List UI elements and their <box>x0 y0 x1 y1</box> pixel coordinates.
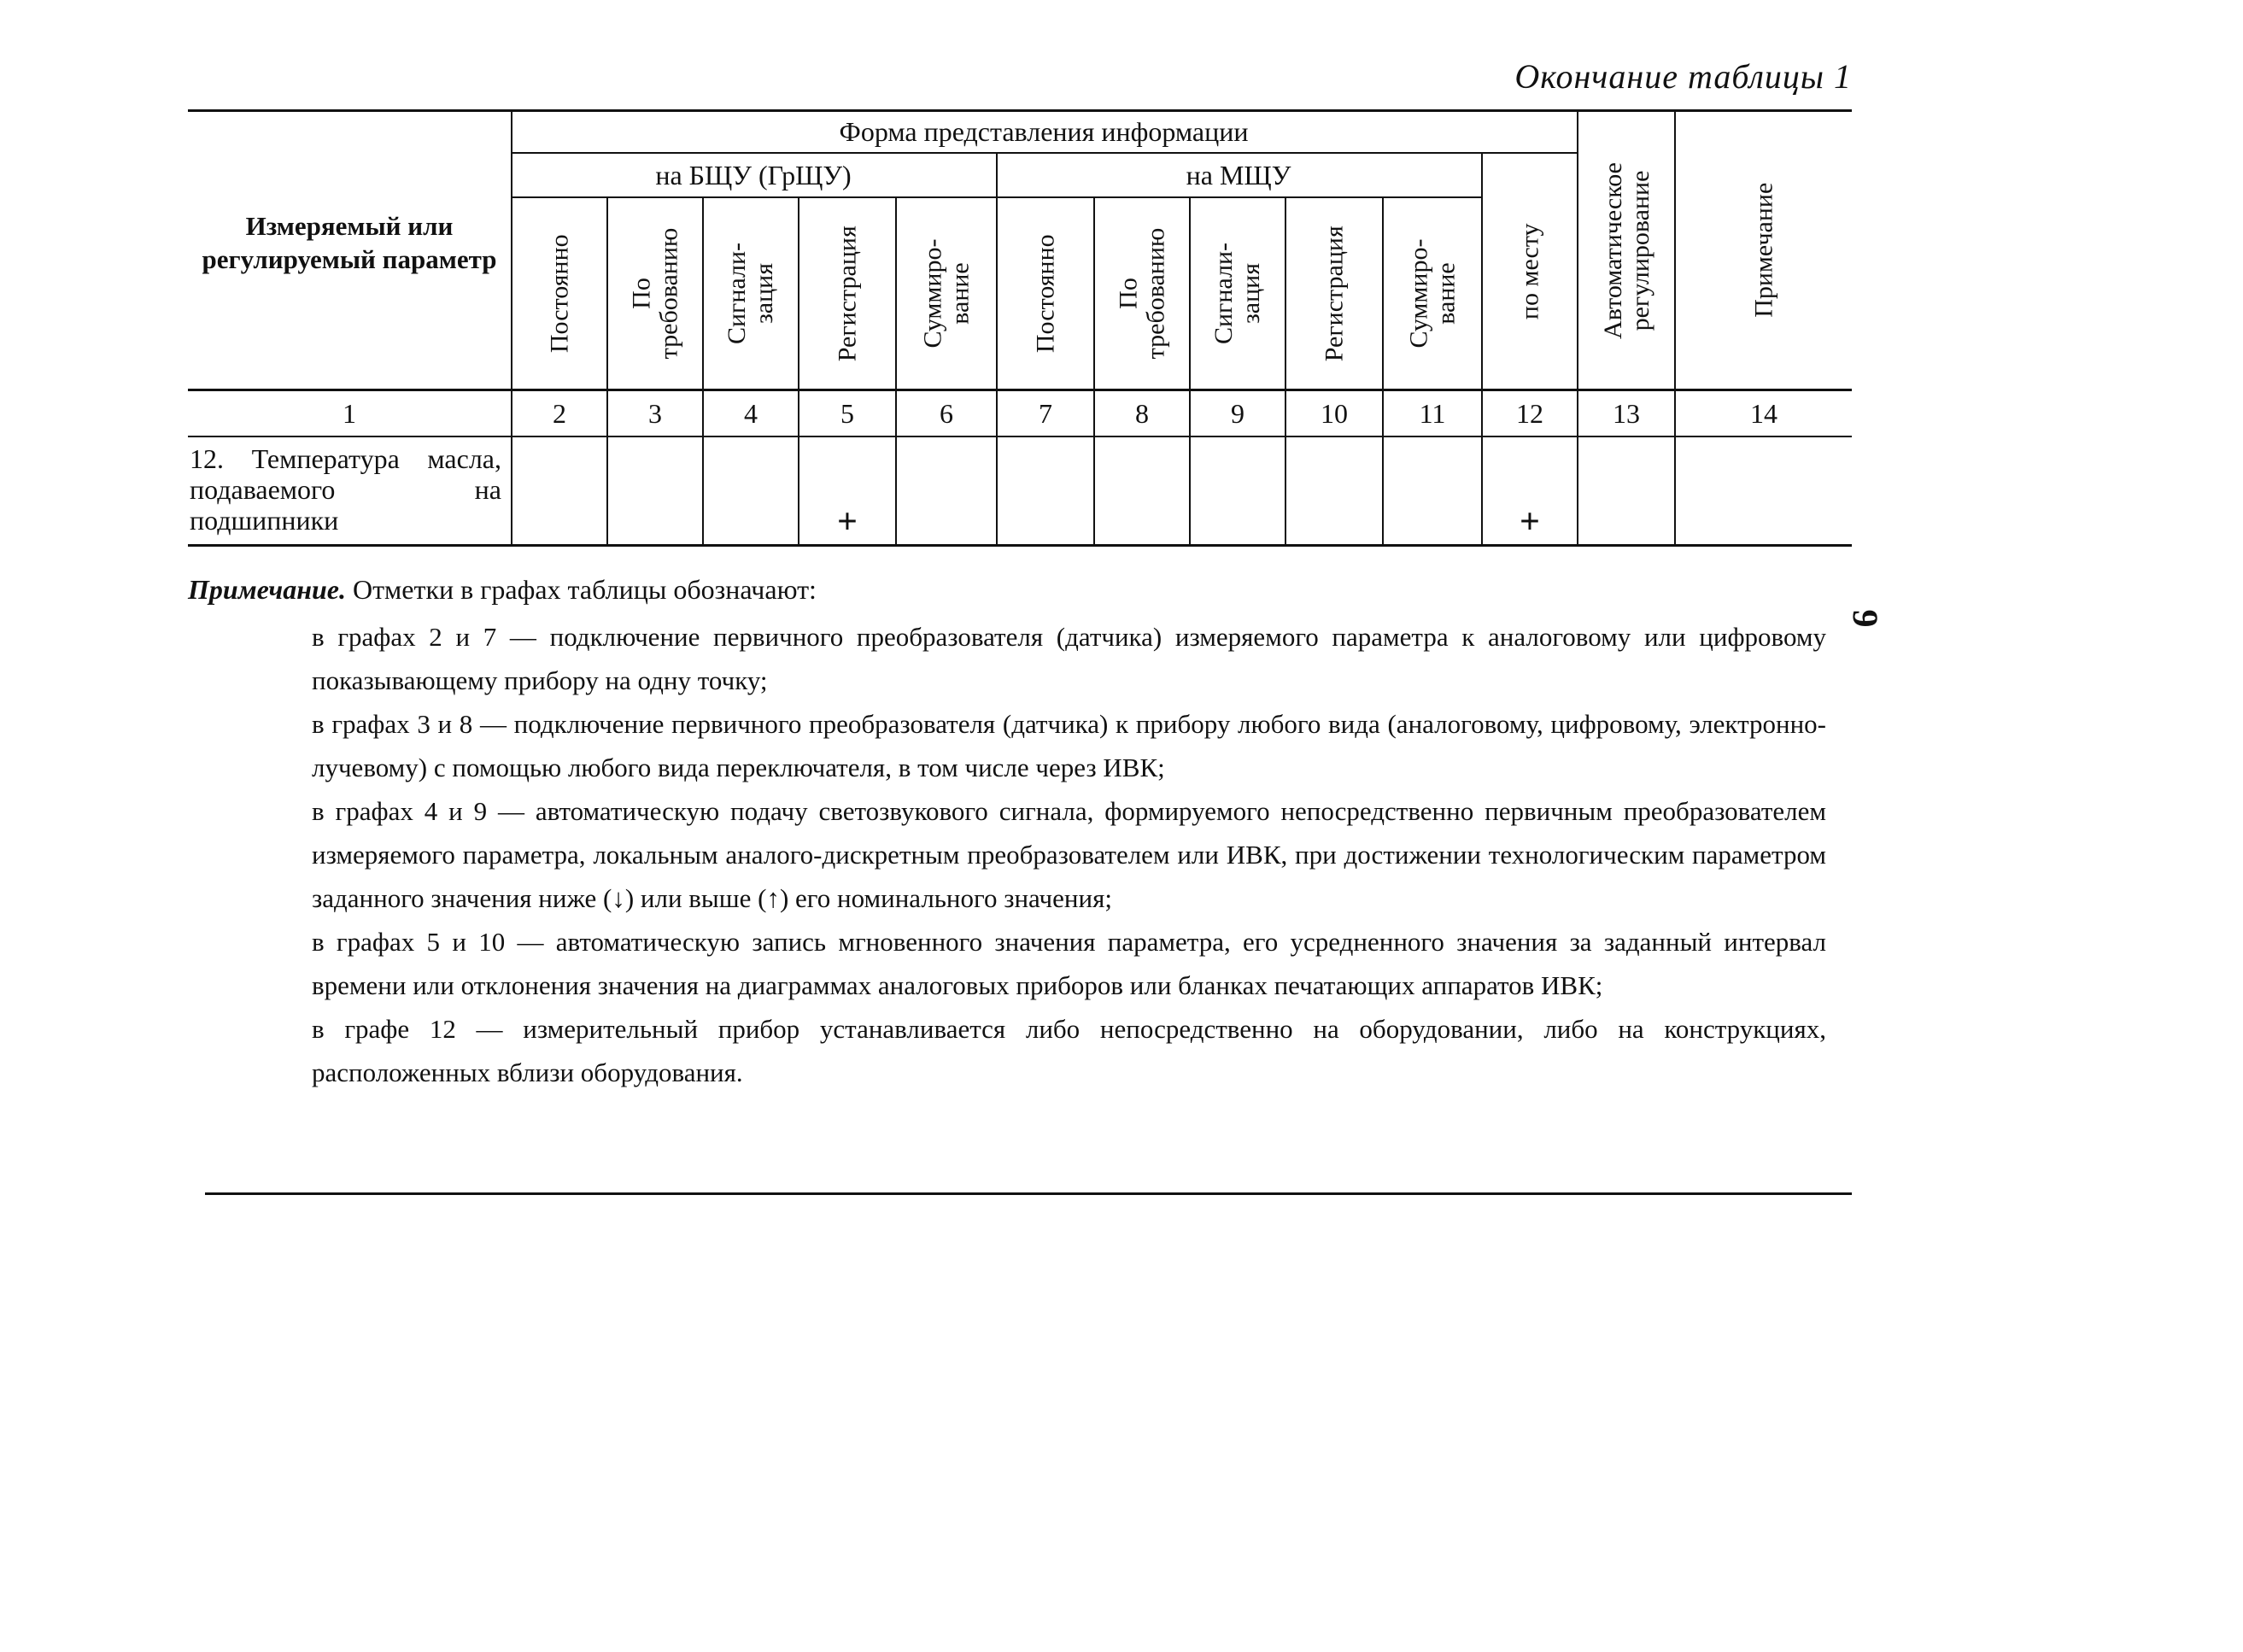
col-number-9-text: 9 <box>1231 397 1244 429</box>
table-bottom-rule <box>188 544 1852 547</box>
note-item: в графе 12 — измерительный прибор устанавливается либо непосредственно на оборудовании, либо на конструкциях, расположенных вблизи оборудования. <box>312 1014 1826 1087</box>
col-header-6 <box>897 198 996 389</box>
note-item: в графах 4 и 9 — автоматическую подачу светозвукового сигнала, формируемого непосредственно первичным преобразователем измеряемого параметра, локальным аналого-дискретным преобразователем или ИВК, при достижении технологическим параметром заданного значения ниже (↓) или выше (↑) его номинального значения; <box>312 796 1826 913</box>
plus-mark-col12-text: + <box>1520 502 1540 542</box>
col-header-10 <box>1286 198 1382 389</box>
note-intro: Отметки в графах таблицы обозначают: <box>352 574 817 605</box>
col-number-7-text: 7 <box>1039 397 1052 429</box>
col-header-12-text: по месту <box>1515 223 1544 319</box>
col-number-13-text: 13 <box>1613 397 1640 429</box>
plus-mark-col5 <box>799 501 895 543</box>
col-header-3-text: По требованию <box>627 227 682 360</box>
note-items <box>312 615 1826 1094</box>
col-number-5-text: 5 <box>840 397 854 429</box>
col-number-12-text: 12 <box>1516 397 1543 429</box>
col-number-3 <box>608 391 702 436</box>
col-header-8-text: По требованию <box>1114 227 1169 360</box>
numbers-bottom-rule <box>188 436 1852 437</box>
col-header-2-text: Постоянно <box>545 234 574 353</box>
col-number-1-text: 1 <box>343 397 356 429</box>
col-number-7 <box>998 391 1093 436</box>
col-header-10-text: Регистрация <box>1320 226 1349 361</box>
note-item: в графах 2 и 7 — подключение первичного преобразователя (датчика) измеряемого параметра к аналоговому или цифровому показывающему прибору на одну точку; <box>312 622 1826 695</box>
col-number-4-text: 4 <box>744 397 758 429</box>
group-header <box>511 112 1577 152</box>
table-caption: Окончание таблицы 1 <box>1514 57 1852 96</box>
col-number-10-text: 10 <box>1321 397 1348 429</box>
col-header-9 <box>1191 198 1285 389</box>
col-header-7 <box>998 198 1093 389</box>
col-number-2-text: 2 <box>553 397 566 429</box>
col-number-10 <box>1286 391 1382 436</box>
col-number-12 <box>1483 391 1577 436</box>
col-header-5 <box>799 198 895 389</box>
col-number-3-text: 3 <box>648 397 662 429</box>
col-header-6-text: Суммиро-вание <box>918 238 975 349</box>
note-heading <box>188 574 817 606</box>
table-row-label: 12. Температура масла, подаваемого на подшипники <box>190 443 501 536</box>
col-header-8 <box>1095 198 1189 389</box>
page-number: 9 <box>1844 609 1884 628</box>
col-number-9 <box>1191 391 1285 436</box>
note-label: Примечание. <box>188 574 346 605</box>
page-bottom-rule <box>205 1192 1852 1195</box>
col-number-14-text: 14 <box>1750 397 1777 429</box>
plus-mark-col5-text: + <box>837 502 858 542</box>
col-number-4 <box>704 391 798 436</box>
col-header-13-text: Автоматическое регулирование <box>1598 161 1654 339</box>
col-header-7-text: Постоянно <box>1031 234 1060 353</box>
col-header-3 <box>608 198 702 389</box>
col-number-2 <box>512 391 606 436</box>
param-column-header <box>188 196 511 290</box>
col-number-11 <box>1384 391 1481 436</box>
param-column-header-text: Измеряемый или регулируемый параметр <box>202 211 497 274</box>
col-number-6-text: 6 <box>940 397 953 429</box>
plus-mark-col12 <box>1483 501 1577 543</box>
col-header-13 <box>1578 112 1674 389</box>
subgroup-header-mshu <box>996 154 1481 196</box>
col-number-5 <box>799 391 895 436</box>
col-number-11-text: 11 <box>1419 397 1446 429</box>
col-header-11-text: Суммиро-вание <box>1404 238 1461 349</box>
col-header-2 <box>512 198 606 389</box>
subgroup-header-bshu <box>511 154 996 196</box>
col-header-14 <box>1676 112 1852 389</box>
subgroup-header-mshu-text: на МЩУ <box>1186 159 1291 190</box>
col-number-14 <box>1676 391 1852 436</box>
group-header-text: Форма представления информации <box>839 116 1249 147</box>
col-header-9-text: Сигнали-зация <box>1209 242 1265 345</box>
col-number-6 <box>897 391 996 436</box>
col-header-11 <box>1384 198 1481 389</box>
col-header-5-text: Регистрация <box>833 226 862 361</box>
note-item: в графах 3 и 8 — подключение первичного преобразователя (датчика) к прибору любого вида (аналоговому, цифровому, электронно-лучевому) с помощью любого вида переключателя, в том числе через ИВК; <box>312 709 1826 782</box>
col-number-1 <box>188 391 511 436</box>
col-header-14-text: Примечание <box>1749 182 1778 319</box>
col-number-13 <box>1578 391 1674 436</box>
col-header-4 <box>704 198 798 389</box>
col-number-8 <box>1095 391 1189 436</box>
col-header-12 <box>1483 154 1577 389</box>
col-number-8-text: 8 <box>1135 397 1149 429</box>
col-header-4-text: Сигнали-зация <box>723 242 778 345</box>
note-item: в графах 5 и 10 — автоматическую запись мгновенного значения параметра, его усредненного значения за заданный интервал времени или отклонения значения на диаграммах аналоговых приборов или бланках печатающих аппаратов ИВК; <box>312 927 1826 1000</box>
subgroup-header-bshu-text: на БЩУ (ГрЩУ) <box>655 159 852 190</box>
